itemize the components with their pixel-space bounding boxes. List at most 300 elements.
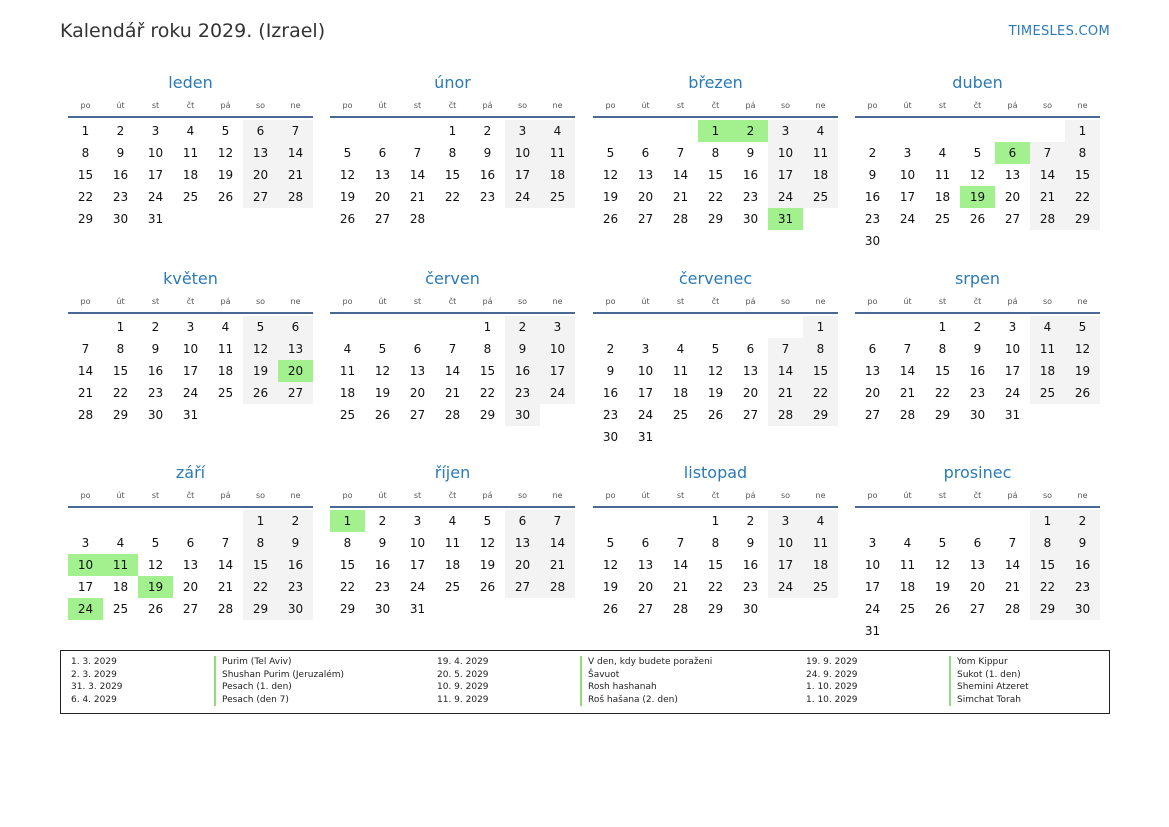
day-cell: 19 [243, 360, 278, 382]
day-cell: 26 [339, 212, 356, 226]
day-cell: 28 [1030, 208, 1065, 230]
holiday-day-cell: 20 [278, 360, 313, 382]
day-cell: 4 [221, 320, 230, 334]
day-cell: 7 [413, 146, 422, 160]
day-cell: 22 [243, 576, 278, 598]
day-cell: 18 [339, 386, 356, 400]
weekday-label: po [80, 297, 91, 306]
holiday-day-cell: 31 [768, 208, 803, 230]
day-cell: 18 [934, 190, 951, 204]
day-cell: 1 [483, 320, 492, 334]
day-cell: 17 [899, 190, 916, 204]
day-grid [855, 316, 1100, 448]
day-cell: 24 [182, 386, 199, 400]
day-cell: 2 [973, 320, 982, 334]
day-cell: 24 [147, 190, 164, 204]
weekday-label: st [676, 297, 685, 306]
day-cell: 7 [81, 342, 90, 356]
day-cell: 3 [540, 316, 575, 338]
day-cell: 19 [479, 558, 496, 572]
day-cell: 15 [707, 168, 724, 182]
weekday-label: pá [220, 101, 231, 110]
day-cell: 15 [243, 554, 278, 576]
month-name: srpen [954, 269, 1001, 288]
day-cell: 25 [444, 580, 461, 594]
day-cell: 22 [444, 190, 461, 204]
day-cell: 19 [707, 386, 724, 400]
weekday-header [593, 488, 838, 508]
weekday-label: po [342, 491, 353, 500]
weekday-label: út [903, 491, 912, 500]
weekday-label: ne [1077, 101, 1088, 110]
day-cell: 14 [444, 364, 461, 378]
day-cell: 5 [151, 536, 160, 550]
day-cell: 8 [483, 342, 492, 356]
day-cell: 8 [938, 342, 947, 356]
day-cell: 6 [505, 510, 540, 532]
day-cell: 7 [1030, 142, 1065, 164]
day-cell: 3 [186, 320, 195, 334]
day-cell: 23 [479, 190, 496, 204]
weekday-label: čt [711, 491, 720, 500]
day-cell: 28 [444, 408, 461, 422]
day-cell: 23 [969, 386, 986, 400]
holiday-day-cell: 19 [138, 576, 173, 598]
day-cell: 12 [243, 338, 278, 360]
day-cell: 23 [1065, 576, 1100, 598]
weekday-label: so [1042, 101, 1053, 110]
day-cell: 30 [505, 404, 540, 426]
day-cell: 4 [343, 342, 352, 356]
day-cell: 4 [186, 124, 195, 138]
holiday-name: Shushan Purim (Jeruzalém) [214, 669, 344, 682]
weekday-label: ne [1077, 491, 1088, 500]
weekday-label: čt [973, 491, 982, 500]
day-grid [330, 120, 575, 252]
weekday-label: pá [482, 101, 493, 110]
day-cell: 2 [483, 124, 492, 138]
holiday-date: 19. 4. 2029 [437, 657, 489, 667]
day-cell: 3 [768, 510, 803, 532]
day-cell: 8 [1065, 142, 1100, 164]
day-cell: 18 [540, 164, 575, 186]
day-cell: 10 [768, 142, 803, 164]
weekday-label: ne [290, 491, 301, 500]
day-cell: 8 [711, 146, 720, 160]
day-cell: 13 [182, 558, 199, 572]
day-cell: 27 [864, 408, 881, 422]
holiday-day-cell: 11 [103, 554, 138, 576]
day-cell: 12 [479, 536, 496, 550]
holiday-day-cell: 24 [68, 598, 103, 620]
day-cell: 19 [1065, 360, 1100, 382]
day-cell: 2 [868, 146, 877, 160]
day-cell: 20 [505, 554, 540, 576]
weekday-label: út [378, 491, 387, 500]
weekday-label: po [605, 491, 616, 500]
day-cell: 18 [182, 168, 199, 182]
month-březen [593, 72, 838, 252]
weekday-label: po [80, 491, 91, 500]
day-cell: 27 [969, 602, 986, 616]
day-cell: 22 [707, 580, 724, 594]
day-cell: 13 [864, 364, 881, 378]
day-cell: 7 [676, 536, 685, 550]
day-cell: 21 [672, 580, 689, 594]
day-cell: 3 [868, 536, 877, 550]
day-cell: 30 [742, 212, 759, 226]
day-cell: 31 [147, 212, 164, 226]
day-cell: 30 [969, 408, 986, 422]
month-name: březen [688, 73, 743, 92]
weekday-label: po [342, 101, 353, 110]
holiday-date: 1. 3. 2029 [71, 657, 117, 667]
day-cell: 19 [339, 190, 356, 204]
day-cell: 30 [742, 602, 759, 616]
day-grid [593, 510, 838, 642]
weekday-label: so [255, 101, 266, 110]
month-leden [68, 72, 313, 252]
day-cell: 25 [217, 386, 234, 400]
day-cell: 31 [864, 624, 881, 638]
day-cell: 22 [803, 382, 838, 404]
day-cell: 16 [602, 386, 619, 400]
day-cell: 25 [803, 576, 838, 598]
day-cell: 12 [374, 364, 391, 378]
weekday-label: pá [1007, 491, 1018, 500]
day-cell: 12 [339, 168, 356, 182]
weekday-header [68, 488, 313, 508]
weekday-label: pá [745, 101, 756, 110]
weekday-label: po [867, 491, 878, 500]
day-cell: 12 [602, 168, 619, 182]
day-cell: 1 [1065, 120, 1100, 142]
weekday-label: út [903, 297, 912, 306]
day-cell: 17 [409, 558, 426, 572]
day-cell: 23 [374, 580, 391, 594]
weekday-label: út [903, 101, 912, 110]
weekday-label: út [116, 101, 125, 110]
day-cell: 21 [77, 386, 94, 400]
day-cell: 9 [1065, 532, 1100, 554]
day-cell: 27 [182, 602, 199, 616]
day-cell: 15 [1065, 164, 1100, 186]
month-srpen [855, 268, 1100, 448]
day-cell: 8 [711, 536, 720, 550]
weekday-label: st [676, 101, 685, 110]
weekday-label: út [116, 491, 125, 500]
day-cell: 2 [505, 316, 540, 338]
weekday-label: st [413, 491, 422, 500]
day-cell: 10 [1004, 342, 1021, 356]
day-cell: 23 [112, 190, 129, 204]
day-cell: 19 [602, 580, 619, 594]
day-cell: 2 [151, 320, 160, 334]
weekday-label: po [605, 101, 616, 110]
day-cell: 16 [112, 168, 129, 182]
weekday-label: čt [711, 101, 720, 110]
day-cell: 18 [803, 554, 838, 576]
day-cell: 28 [768, 404, 803, 426]
day-cell: 28 [1004, 602, 1021, 616]
day-cell: 1 [938, 320, 947, 334]
day-cell: 22 [339, 580, 356, 594]
page-title: Kalendář roku 2029. (Izrael) [60, 20, 326, 42]
day-cell: 18 [444, 558, 461, 572]
day-cell: 29 [339, 602, 356, 616]
day-cell: 13 [742, 364, 759, 378]
day-cell: 5 [483, 514, 492, 528]
day-cell: 18 [803, 164, 838, 186]
month-listopad [593, 462, 838, 642]
weekday-label: st [938, 491, 947, 500]
holiday-name: Purim (Tel Aviv) [214, 656, 291, 669]
day-cell: 16 [278, 554, 313, 576]
day-cell: 17 [637, 386, 654, 400]
day-cell: 26 [934, 602, 951, 616]
weekday-label: so [517, 297, 528, 306]
day-cell: 20 [243, 164, 278, 186]
site-link[interactable]: TIMESLES.COM [1008, 24, 1110, 39]
day-cell: 25 [934, 212, 951, 226]
holiday-day-cell: 10 [68, 554, 103, 576]
day-cell: 26 [969, 212, 986, 226]
weekday-label: čt [973, 297, 982, 306]
day-cell: 26 [374, 408, 391, 422]
day-cell: 27 [374, 212, 391, 226]
day-cell: 23 [602, 408, 619, 422]
day-cell: 21 [409, 190, 426, 204]
day-cell: 28 [672, 602, 689, 616]
holiday-date: 20. 5. 2029 [437, 669, 489, 680]
weekday-header [330, 98, 575, 118]
day-cell: 8 [243, 532, 278, 554]
day-cell: 20 [409, 386, 426, 400]
month-červen [330, 268, 575, 448]
day-cell: 1 [116, 320, 125, 334]
weekday-label: pá [482, 491, 493, 500]
weekday-label: st [676, 491, 685, 500]
day-cell: 29 [1030, 598, 1065, 620]
day-cell: 16 [742, 558, 759, 572]
day-cell: 26 [147, 602, 164, 616]
day-cell: 5 [711, 342, 720, 356]
holiday-date: 31. 3. 2029 [71, 682, 123, 692]
day-cell: 24 [899, 212, 916, 226]
day-cell: 3 [505, 120, 540, 142]
day-cell: 3 [768, 120, 803, 142]
day-cell: 27 [505, 576, 540, 598]
day-cell: 15 [77, 168, 94, 182]
day-cell: 14 [672, 168, 689, 182]
weekday-label: so [517, 101, 528, 110]
day-cell: 4 [676, 342, 685, 356]
day-cell: 10 [768, 532, 803, 554]
weekday-label: pá [745, 297, 756, 306]
day-cell: 25 [182, 190, 199, 204]
day-cell: 9 [278, 532, 313, 554]
day-cell: 14 [217, 558, 234, 572]
day-cell: 27 [409, 408, 426, 422]
holiday-day-cell: 19 [960, 186, 995, 208]
day-cell: 8 [448, 146, 457, 160]
weekday-header [593, 98, 838, 118]
day-cell: 25 [112, 602, 129, 616]
day-cell: 7 [448, 342, 457, 356]
day-cell: 6 [641, 146, 650, 160]
day-cell: 11 [444, 536, 461, 550]
weekday-label: ne [290, 297, 301, 306]
month-name: leden [168, 73, 213, 92]
day-cell: 14 [409, 168, 426, 182]
day-cell: 2 [116, 124, 125, 138]
day-cell: 25 [899, 602, 916, 616]
day-cell: 3 [151, 124, 160, 138]
weekday-label: pá [1007, 101, 1018, 110]
day-cell: 14 [540, 532, 575, 554]
day-cell: 1 [243, 510, 278, 532]
day-cell: 13 [505, 532, 540, 554]
day-grid [68, 120, 313, 252]
day-cell: 27 [1004, 212, 1021, 226]
day-cell: 17 [768, 554, 803, 576]
day-cell: 9 [505, 338, 540, 360]
day-cell: 4 [903, 536, 912, 550]
day-cell: 23 [742, 190, 759, 204]
day-cell: 14 [899, 364, 916, 378]
holiday-date: 6. 4. 2029 [71, 694, 117, 705]
day-cell: 11 [540, 142, 575, 164]
day-cell: 5 [221, 124, 230, 138]
month-říjen [330, 462, 575, 642]
day-cell: 17 [540, 360, 575, 382]
day-cell: 12 [1065, 338, 1100, 360]
day-cell: 14 [1030, 164, 1065, 186]
weekday-header [855, 98, 1100, 118]
day-cell: 10 [147, 146, 164, 160]
holiday-date: 2. 3. 2029 [71, 669, 117, 680]
day-cell: 10 [864, 558, 881, 572]
day-grid [68, 316, 313, 448]
day-cell: 28 [77, 408, 94, 422]
day-cell: 15 [479, 364, 496, 378]
day-cell: 4 [116, 536, 125, 550]
day-cell: 29 [707, 212, 724, 226]
day-cell: 2 [278, 510, 313, 532]
holiday-day-cell: 1 [330, 510, 365, 532]
day-cell: 21 [278, 164, 313, 186]
day-cell: 11 [803, 532, 838, 554]
month-prosinec [855, 462, 1100, 642]
weekday-label: pá [745, 491, 756, 500]
day-cell: 13 [409, 364, 426, 378]
day-cell: 6 [641, 536, 650, 550]
day-cell: 21 [899, 386, 916, 400]
weekday-label: st [151, 297, 160, 306]
day-cell: 16 [969, 364, 986, 378]
day-cell: 9 [606, 364, 615, 378]
holiday-date: 10. 9. 2029 [437, 682, 489, 692]
month-duben [855, 72, 1100, 252]
day-cell: 13 [1004, 168, 1021, 182]
day-cell: 27 [742, 408, 759, 422]
day-cell: 21 [768, 382, 803, 404]
day-cell: 2 [746, 514, 755, 528]
day-cell: 10 [899, 168, 916, 182]
day-cell: 20 [182, 580, 199, 594]
weekday-label: so [255, 491, 266, 500]
weekday-label: st [413, 101, 422, 110]
day-cell: 20 [864, 386, 881, 400]
day-cell: 3 [641, 342, 650, 356]
month-červenec [593, 268, 838, 448]
day-grid [330, 316, 575, 448]
day-cell: 18 [112, 580, 129, 594]
day-grid [593, 120, 838, 252]
day-cell: 30 [112, 212, 129, 226]
day-cell: 9 [973, 342, 982, 356]
day-cell: 18 [899, 580, 916, 594]
weekday-label: so [1042, 491, 1053, 500]
day-cell: 21 [540, 554, 575, 576]
day-cell: 11 [182, 146, 199, 160]
weekday-label: po [342, 297, 353, 306]
day-cell: 6 [973, 536, 982, 550]
day-cell: 21 [672, 190, 689, 204]
day-cell: 30 [374, 602, 391, 616]
day-cell: 10 [540, 338, 575, 360]
day-cell: 27 [278, 382, 313, 404]
month-name: listopad [683, 463, 748, 482]
day-cell: 9 [746, 146, 755, 160]
day-cell: 8 [81, 146, 90, 160]
day-cell: 18 [217, 364, 234, 378]
day-cell: 26 [707, 408, 724, 422]
day-cell: 11 [672, 364, 689, 378]
day-cell: 6 [278, 316, 313, 338]
day-cell: 15 [1030, 554, 1065, 576]
month-name: červenec [678, 269, 753, 288]
weekday-label: ne [815, 297, 826, 306]
day-cell: 28 [540, 576, 575, 598]
month-name: duben [952, 73, 1003, 92]
day-cell: 21 [1004, 580, 1021, 594]
holiday-name: Simchat Torah [949, 694, 1021, 707]
day-cell: 5 [606, 146, 615, 160]
weekday-label: so [780, 491, 791, 500]
day-cell: 6 [186, 536, 195, 550]
day-cell: 23 [505, 382, 540, 404]
day-cell: 7 [278, 120, 313, 142]
day-cell: 17 [147, 168, 164, 182]
weekday-label: st [151, 491, 160, 500]
weekday-label: čt [186, 101, 195, 110]
day-cell: 28 [217, 602, 234, 616]
day-cell: 26 [602, 602, 619, 616]
day-cell: 24 [505, 186, 540, 208]
weekday-label: út [641, 101, 650, 110]
day-cell: 30 [278, 598, 313, 620]
weekday-label: so [780, 101, 791, 110]
day-cell: 20 [742, 386, 759, 400]
day-cell: 17 [864, 580, 881, 594]
day-cell: 25 [540, 186, 575, 208]
day-cell: 29 [934, 408, 951, 422]
holiday-name: Sukot (1. den) [949, 669, 1021, 682]
day-cell: 29 [77, 212, 94, 226]
day-cell: 6 [243, 120, 278, 142]
day-cell: 20 [969, 580, 986, 594]
